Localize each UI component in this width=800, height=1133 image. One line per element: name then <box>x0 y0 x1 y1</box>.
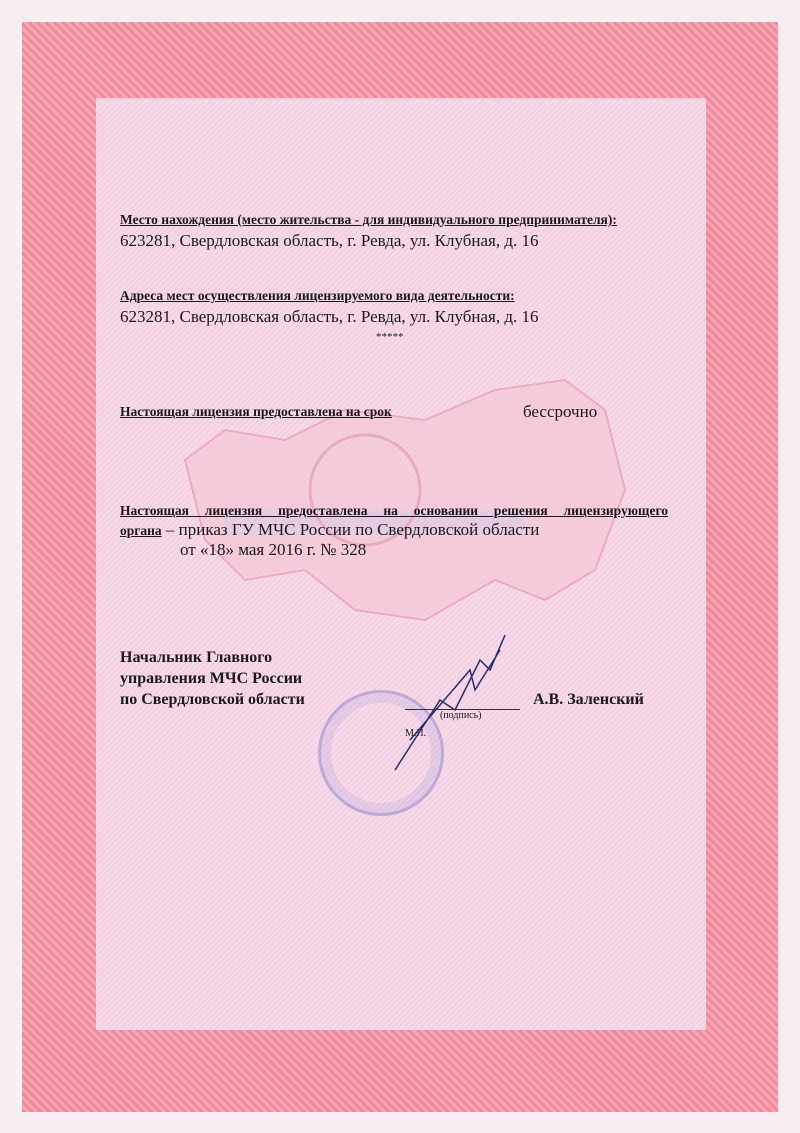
signature-caption: (подпись) <box>440 710 482 721</box>
signatory-title-2: управления МЧС России <box>120 670 303 687</box>
location-heading: Место нахождения (место жительства - для индивидуального предпринимателя): <box>120 212 617 227</box>
basis-heading-cont: органа <box>120 523 162 538</box>
signatory-title-3: по Свердловской области <box>120 691 305 708</box>
seal-caption: М.П. <box>405 728 427 739</box>
activity-heading: Адреса мест осуществления лицензируемого вида деятельности: <box>120 288 515 303</box>
term-heading: Настоящая лицензия предоставлена на срок <box>120 404 392 419</box>
basis-heading: Настоящая лицензия предоставлена на основании решения лицензирующего <box>120 503 668 518</box>
signatory-name: А.В. Заленский <box>533 691 644 708</box>
handwritten-signature <box>380 630 510 780</box>
location-value: 623281, Свердловская область, г. Ревда, ул. Клубная, д. 16 <box>120 231 539 250</box>
activity-value: 623281, Свердловская область, г. Ревда, ул. Клубная, д. 16 <box>120 307 539 326</box>
signatory-title-1: Начальник Главного <box>120 649 273 666</box>
basis-value: – приказ ГУ МЧС России по Свердловской области <box>165 520 540 539</box>
separator: ***** <box>376 331 404 343</box>
basis-date: от «18» мая 2016 г. № 328 <box>180 540 367 559</box>
term-value: бессрочно <box>523 402 598 421</box>
